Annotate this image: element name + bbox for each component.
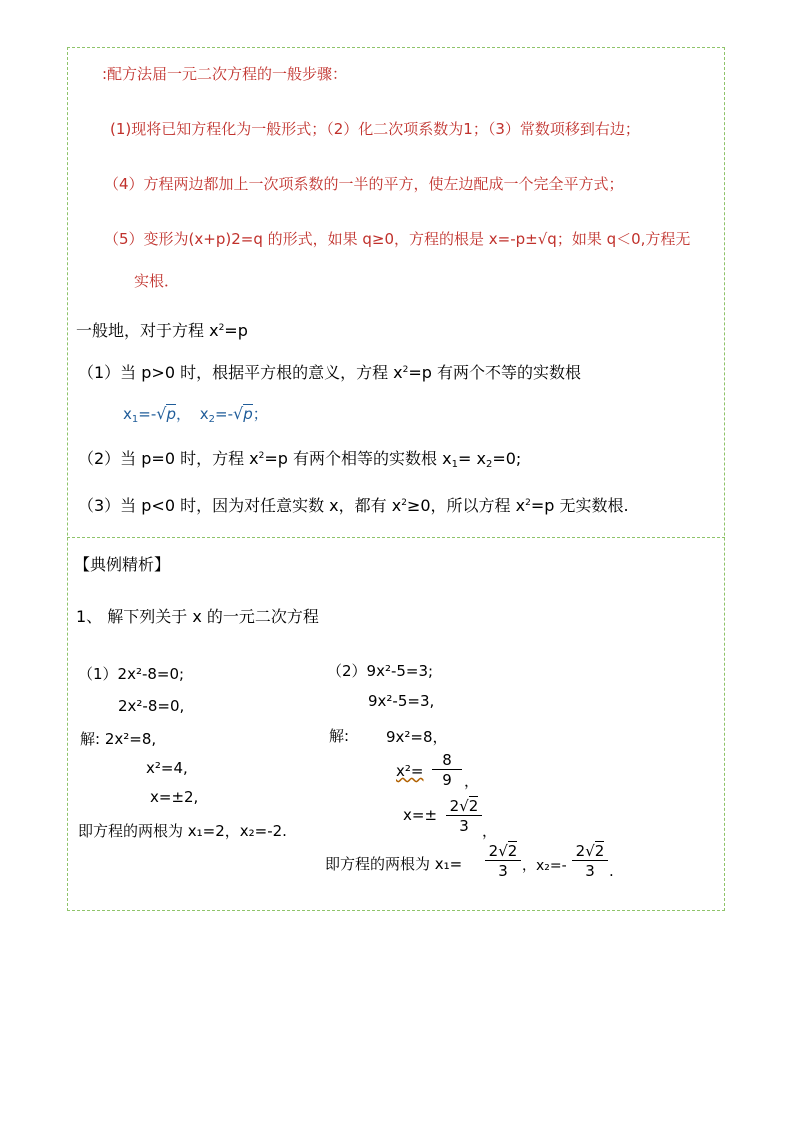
theory-case2: （2）当 p=0 时，方程 $x^2=p$ 有两个相等的实数根 $x_1= x_2=0$;: [78, 449, 522, 470]
left-line6: 即方程的两根为 x₁=2，x₂=-2.: [78, 822, 287, 840]
examples-heading: 【典例精析】: [74, 555, 171, 574]
theory-case3: （3）当 p<0 时，因为对任意实数 x，都有 $x^2\ge 0$，所以方程 $x^2=p$ 无实数根.: [78, 496, 629, 515]
right-line4-lhs: x²=: [396, 762, 424, 780]
fraction-2sqrt2-3-c: $\frac{2√2}{3}$: [572, 842, 608, 881]
right-line1: （2）9x²-5=3;: [327, 662, 434, 680]
theory-case1: （1）当 p>0 时，根据平方根的意义，方程 $x^2=p$ 有两个不等的实数根: [78, 363, 582, 382]
right-line6-lhs: 即方程的两根为 x₁=: [325, 855, 463, 873]
right-line5-lhs: x=±: [403, 806, 438, 824]
left-line2: 2x²-8=0,: [118, 697, 185, 715]
fraction-2sqrt2-3-b: $\frac{2√2}{3}$: [485, 842, 521, 881]
right-line4-end: ，: [464, 772, 480, 790]
right-line2: 9x²-5=3,: [368, 692, 435, 710]
summary-step5-line2: 实根．: [134, 272, 180, 290]
right-line3-label: 解:: [329, 727, 350, 745]
right-line6-mid: ，x₂=-: [522, 858, 567, 874]
theory-intro: 一般地，对于方程 $x^2=p$: [76, 321, 248, 340]
left-line4: x²=4,: [146, 759, 188, 777]
summary-step5-line1: （5）变形为(x+p)2=q 的形式，如果 q≥0，方程的根是 x=-p±√q；如果 q＜0,方程无: [104, 230, 691, 248]
example-problem: 1、 解下列关于 x 的一元二次方程: [76, 607, 319, 626]
summary-step1: (1)现将已知方程化为一般形式；（2）化二次项系数为1；（3）常数项移到右边；: [110, 120, 640, 138]
right-line3: 9x²=8，: [386, 728, 448, 746]
left-line5: x=±2,: [150, 788, 199, 806]
fraction-2sqrt2-3-a: $\frac{2√2}{3}$: [446, 797, 482, 836]
summary-title: :配方法届一元二次方程的一般步骤：: [102, 65, 348, 83]
fraction-8-9: $\frac{8}{9}$: [432, 751, 462, 790]
section-divider: [67, 537, 725, 538]
summary-step4: （4）方程两边都加上一次项系数的一半的平方，使左边配成一个完全平方式；: [104, 175, 624, 193]
right-line6-end: .: [609, 862, 614, 880]
left-line1: （1）2x²-8=0;: [78, 665, 185, 683]
theory-roots-case1: $x_1=-√p$， $x_2=-√p$；: [123, 404, 268, 425]
left-line3: 解: 2x²=8,: [80, 730, 157, 748]
right-line5-end: ，: [482, 822, 498, 840]
